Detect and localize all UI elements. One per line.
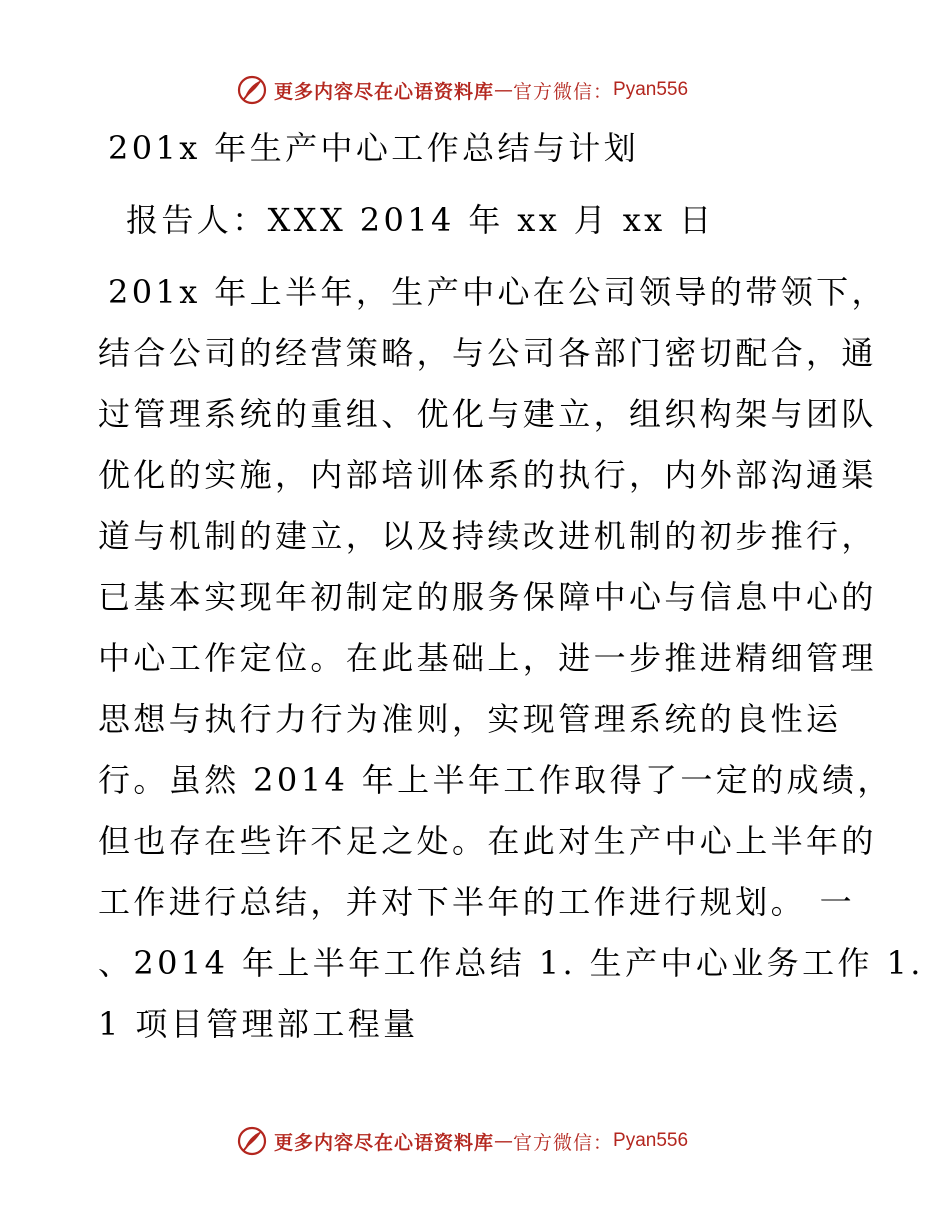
body-line: 优化的实施，内部培训体系的执行，内外部沟通渠 (98, 456, 877, 494)
body-line: 1 项目管理部工程量 (98, 1005, 419, 1043)
body-line: 中心工作定位。在此基础上，进一步推进精细管理 (98, 639, 877, 677)
body-line: 过管理系统的重组、优化与建立，组织构架与团队 (98, 395, 877, 433)
watermark-official-label: 官方微信： (513, 1131, 614, 1154)
header-watermark (236, 72, 736, 108)
watermark-official-label: 官方微信： (513, 80, 614, 103)
watermark-wechat-id: Pyan556 (613, 1130, 689, 1151)
body-line: 已基本实现年初制定的服务保障中心与信息中心的 (98, 578, 877, 616)
body-line: 道与机制的建立，以及持续改进机制的初步推行， (98, 517, 877, 555)
watermark-main-text: 更多内容尽在心语资料库 (274, 80, 495, 103)
quill-logo-icon (236, 74, 268, 106)
body-line: 201x 年上半年，生产中心在公司领导的带领下， (108, 273, 887, 311)
body-line: 结合公司的经营策略，与公司各部门密切配合，通 (98, 334, 877, 372)
quill-logo-icon (236, 1125, 268, 1157)
footer-watermark (236, 1123, 736, 1159)
reporter-line: 报告人：XXX 2014 年 xx 月 xx 日 (126, 201, 715, 239)
body-line: 但也存在些许不足之处。在此对生产中心上半年的 (98, 822, 877, 860)
body-line: 、2014 年上半年工作总结 1. 生产中心业务工作 1. (98, 944, 924, 982)
watermark-separator: — (494, 79, 514, 101)
body-line: 行。虽然 2014 年上半年工作取得了一定的成绩， (98, 761, 893, 799)
body-line: 工作进行总结，并对下半年的工作进行规划。 一 (98, 883, 855, 921)
watermark-main-text: 更多内容尽在心语资料库 (274, 1131, 495, 1154)
watermark-wechat-id: Pyan556 (613, 79, 689, 100)
document-title: 201x 年生产中心工作总结与计划 (108, 129, 640, 167)
body-line: 思想与执行力行为准则，实现管理系统的良性运 (98, 700, 842, 738)
watermark-separator: — (494, 1130, 514, 1152)
